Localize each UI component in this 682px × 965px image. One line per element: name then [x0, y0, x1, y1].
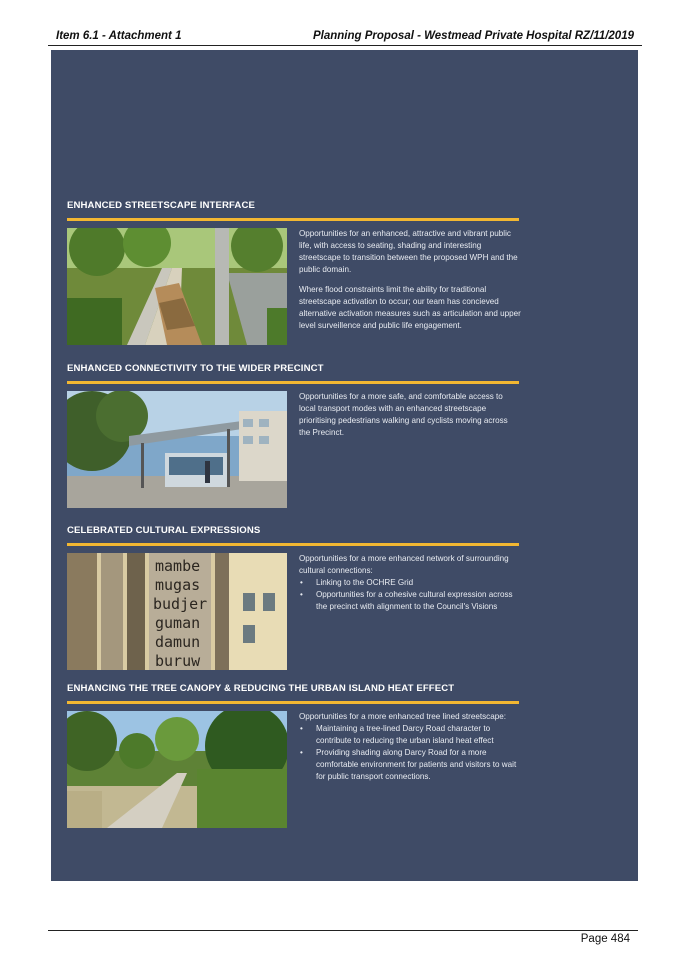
list-item: [299, 577, 521, 589]
footer-divider: [48, 930, 638, 931]
section-description: [299, 228, 521, 340]
section-description: [299, 711, 521, 783]
bullet-list: [299, 723, 521, 783]
pole-carving-word: budjer: [153, 595, 208, 613]
section-title: CELEBRATED CULTURAL EXPRESSIONS: [67, 525, 261, 536]
bullet-symbol: •: [300, 590, 303, 599]
pole-carving-word: buruw: [155, 652, 201, 670]
photo-carved-timber-poles: [67, 553, 287, 670]
list-item-text: Opportunities for a cohesive cultural expression across the precinct with alignment to the Council's Visions: [316, 590, 513, 611]
header-document-title: Planning Proposal - Westmead Private Hospital RZ/11/2019: [312, 30, 634, 42]
pole-carving-word: mugas: [155, 576, 201, 594]
intro-text: Opportunities for a more enhanced tree lined streetscape:: [299, 712, 506, 721]
section-accent-bar: [67, 701, 519, 704]
section-title: ENHANCED CONNECTIVITY TO THE WIDER PRECINCT: [67, 363, 324, 374]
section-accent-bar: [67, 218, 519, 221]
list-item: [299, 747, 521, 783]
pole-carving-word: damun: [155, 633, 201, 651]
list-item-text: Linking to the OCHRE Grid: [316, 578, 414, 587]
paragraph: Opportunities for an enhanced, attractive and vibrant public life, with access to seating, shading and interesting streetscape to transition between the proposed WPH and the public domain.: [299, 229, 518, 274]
section-description: [299, 391, 521, 447]
paragraph: Opportunities for a more safe, and comfortable access to local transport modes with an enhanced streetscape prioritising pedestrians walking and cyclists moving across the Precinct.: [299, 392, 508, 437]
bullet-symbol: •: [300, 748, 303, 757]
list-item: [299, 589, 521, 613]
photo-streetscape-boardwalk: [67, 228, 287, 345]
photo-tree-lined-path: [67, 711, 287, 828]
section-description: [299, 553, 521, 613]
section-title: ENHANCED STREETSCAPE INTERFACE: [67, 200, 255, 211]
list-item-text: Providing shading along Darcy Road for a more comfortable environment for patients and visitors to wait for public transport connections.: [316, 748, 517, 781]
paragraph: Where flood constraints limit the ability for traditional streetscape activation to occur; our team has concieved alternative activation measures such as articulation and upper level surveillence and public life engagement.: [299, 285, 521, 330]
bullet-symbol: •: [300, 578, 303, 587]
header-attachment-label: Item 6.1 - Attachment 1: [56, 30, 182, 42]
bullet-list: [299, 577, 521, 613]
photo-bus-shelter: [67, 391, 287, 508]
section-accent-bar: [67, 381, 519, 384]
pole-carving-word: mambe: [155, 557, 201, 575]
header-divider: [48, 45, 642, 46]
bullet-symbol: •: [300, 724, 303, 733]
section-title: ENHANCING THE TREE CANOPY & REDUCING THE URBAN ISLAND HEAT EFFECT: [67, 683, 455, 694]
intro-text: Opportunities for a more enhanced network of surrounding cultural connections:: [299, 554, 509, 575]
list-item-text: Maintaining a tree-lined Darcy Road character to contribute to reducing the urban island heat effect: [316, 724, 494, 745]
pole-carving-word: guman: [155, 614, 201, 632]
list-item: [299, 723, 521, 747]
page-number: Page 484: [580, 933, 630, 945]
section-accent-bar: [67, 543, 519, 546]
